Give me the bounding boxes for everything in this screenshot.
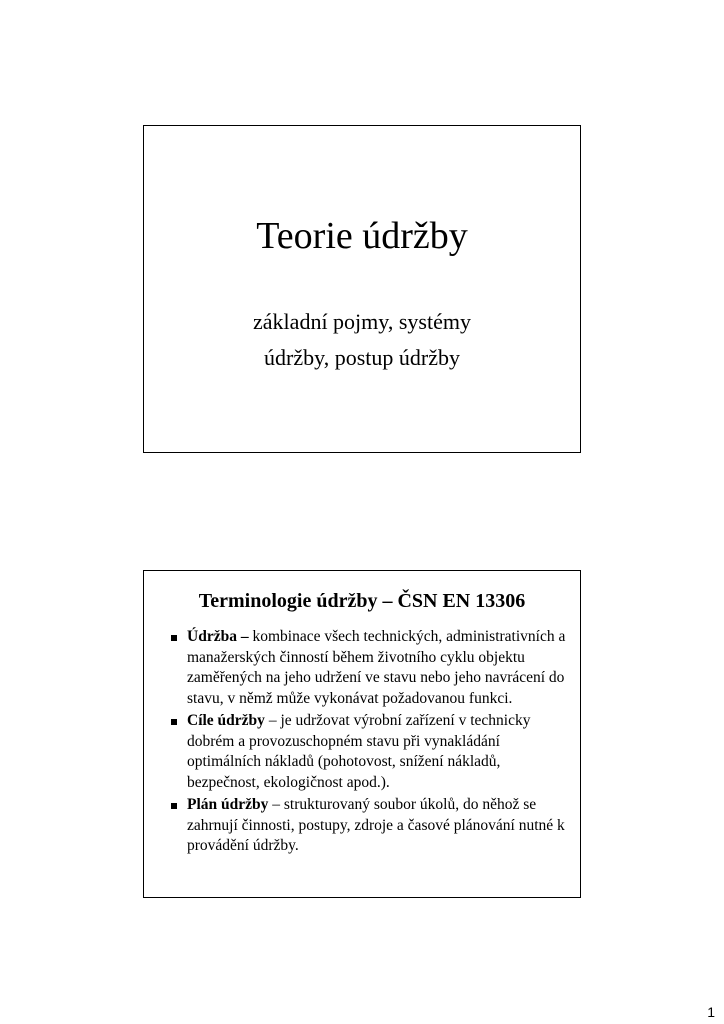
subtitle-line-2: údržby, postup údržby	[264, 345, 460, 370]
terminology-list	[171, 627, 576, 859]
term-definition: – strukturovaný soubor úkolů, do něhož se zahrnují činnosti, postupy, zdroje a časové plánování nutné k provádění údržby.	[187, 796, 565, 854]
term-label: Cíle údržby	[187, 712, 265, 729]
terminology-heading: Terminologie údržby – ČSN EN 13306	[198, 590, 526, 612]
list-item	[171, 627, 576, 709]
slide-title	[143, 125, 581, 453]
square-bullet-icon	[171, 803, 177, 809]
list-item	[171, 711, 576, 793]
term-label: Plán údržby	[187, 796, 269, 813]
subtitle-line-1: základní pojmy, systémy	[253, 309, 471, 334]
slide-title-heading: Teorie údržby	[256, 215, 468, 257]
square-bullet-icon	[171, 635, 177, 641]
slide-terminology	[143, 570, 581, 898]
term-definition: kombinace všech technických, administrativních a manažerských činností během životního cyklu objektu zaměřených na jeho udržení ve stavu nebo jeho navrácení do stavu, v němž může vykonávat požadovanou funkci.	[187, 628, 566, 707]
list-item	[171, 795, 576, 857]
term-label: Údržba –	[187, 628, 249, 645]
term-definition: – je udržovat výrobní zařízení v technicky dobrém a provozuschopném stavu při vynakládání optimálních nákladů (pohotovost, snížení nákladů, bezpečnost, ekologičnost apod.).	[187, 712, 531, 791]
square-bullet-icon	[171, 719, 177, 725]
slide-subtitle	[144, 304, 580, 376]
page-number: 1	[707, 1004, 715, 1020]
